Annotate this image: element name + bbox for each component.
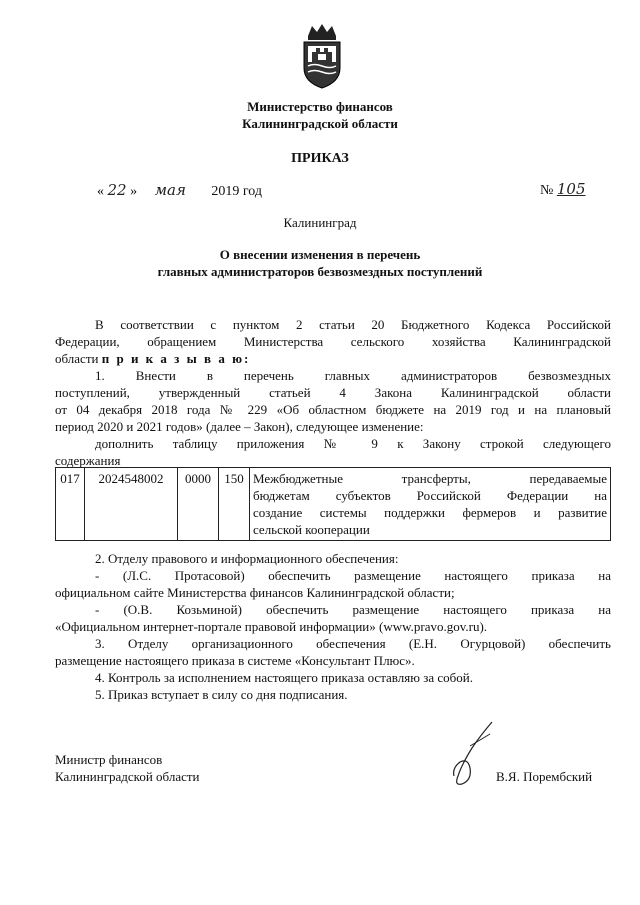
- date-close-quote: »: [130, 184, 138, 199]
- amendment-table: [55, 467, 611, 541]
- preamble-line-1: В соответствии с пунктом 2 статьи 20 Бюджетного Кодекса Российской: [95, 317, 611, 332]
- ministry-name: [0, 98, 640, 132]
- desc-line-4: сельской кооперации: [253, 522, 370, 537]
- item-1-line-2: поступлений, утвержденный статьей 4 Закона Калининградской области: [55, 385, 611, 400]
- item-2b-line-1: - (О.В. Козьминой) обеспечить размещение настоящего приказа на: [95, 602, 611, 617]
- table-row: [56, 468, 611, 541]
- item-3-line-2: размещение настоящего приказа в системе «Консультант Плюс».: [55, 653, 415, 668]
- desc-line-2: бюджетам субъектов Российской Федерации на: [253, 488, 607, 503]
- position-line-1: Министр финансов: [55, 752, 163, 767]
- signatory-position: [55, 751, 200, 785]
- order-number: [540, 180, 586, 199]
- item-2: 2. Отделу правового и информационного обеспечения:: [95, 551, 399, 566]
- item-1-line-3: от 04 декабря 2018 года № 229 «Об областном бюджете на 2019 год и на плановый: [55, 402, 611, 417]
- title-line-2: главных администраторов безвозмездных поступлений: [157, 264, 483, 279]
- table-cell-code-3: 0000: [178, 468, 219, 541]
- order-date: [97, 181, 262, 200]
- preamble-line-3-text: области: [55, 351, 99, 366]
- preamble-paragraph: [55, 316, 611, 367]
- signatory-name: В.Я. Порембский: [496, 769, 593, 784]
- table-cell-description: [250, 468, 611, 541]
- table-cell-code-1: 017: [56, 468, 85, 541]
- table-cell-code-2: 2024548002: [85, 468, 178, 541]
- item-1-line-6: содержания: [55, 453, 121, 468]
- title-line-1: О внесении изменения в перечень: [219, 247, 421, 262]
- city: Калининград: [283, 215, 357, 230]
- document-type: ПРИКАЗ: [291, 151, 349, 166]
- item-2a-line-1: - (Л.С. Протасовой) обеспечить размещение настоящего приказа на: [95, 568, 611, 583]
- item-5: 5. Приказ вступает в силу со дня подписания.: [95, 687, 348, 702]
- handwritten-signature-icon: [440, 718, 500, 790]
- order-word: п р и к а з ы в а ю:: [101, 351, 251, 366]
- item-2a-line-2: официальном сайте Министерства финансов Калининградской области;: [55, 585, 455, 600]
- ministry-line-1: Министерство финансов: [247, 99, 393, 114]
- date-day: 22: [107, 181, 127, 199]
- item-1-paragraph: [55, 367, 611, 469]
- number-prefix: №: [540, 183, 554, 198]
- desc-line-1: Межбюджетные трансферты, передаваемые: [253, 471, 607, 486]
- preamble-line-3: [55, 350, 611, 367]
- desc-line-3: создание системы поддержки фермеров и развитие: [253, 505, 607, 520]
- item-4: 4. Контроль за исполнением настоящего приказа оставляю за собой.: [95, 670, 473, 685]
- item-1-line-1: 1. Внести в перечень главных администраторов безвозмездных: [95, 368, 611, 383]
- item-1-line-4: период 2020 и 2021 годов» (далее – Закон), следующее изменение:: [55, 419, 424, 434]
- date-month: мая: [154, 181, 186, 199]
- table-cell-code-4: 150: [219, 468, 250, 541]
- item-3-line-1: 3. Отделу организационного обеспечения (Е.Н. Огурцовой) обеспечить: [95, 636, 611, 651]
- number-value: 105: [556, 180, 586, 198]
- items-section: [55, 550, 611, 703]
- preamble-line-2: Федерации, обращением Министерства сельского хозяйства Калининградской: [55, 334, 611, 349]
- date-open-quote: «: [97, 184, 104, 199]
- item-1-line-5: дополнить таблицу приложения № 9 к Закону строкой следующего: [95, 436, 611, 451]
- coat-of-arms-icon: [298, 22, 346, 92]
- order-title: [0, 246, 640, 280]
- item-2b-line-2: «Официальном интернет-портале правовой информации» (www.pravo.gov.ru).: [55, 619, 488, 634]
- position-line-2: Калининградской области: [55, 769, 200, 784]
- date-year: 2019 год: [211, 184, 263, 199]
- ministry-line-2: Калининградской области: [242, 116, 398, 131]
